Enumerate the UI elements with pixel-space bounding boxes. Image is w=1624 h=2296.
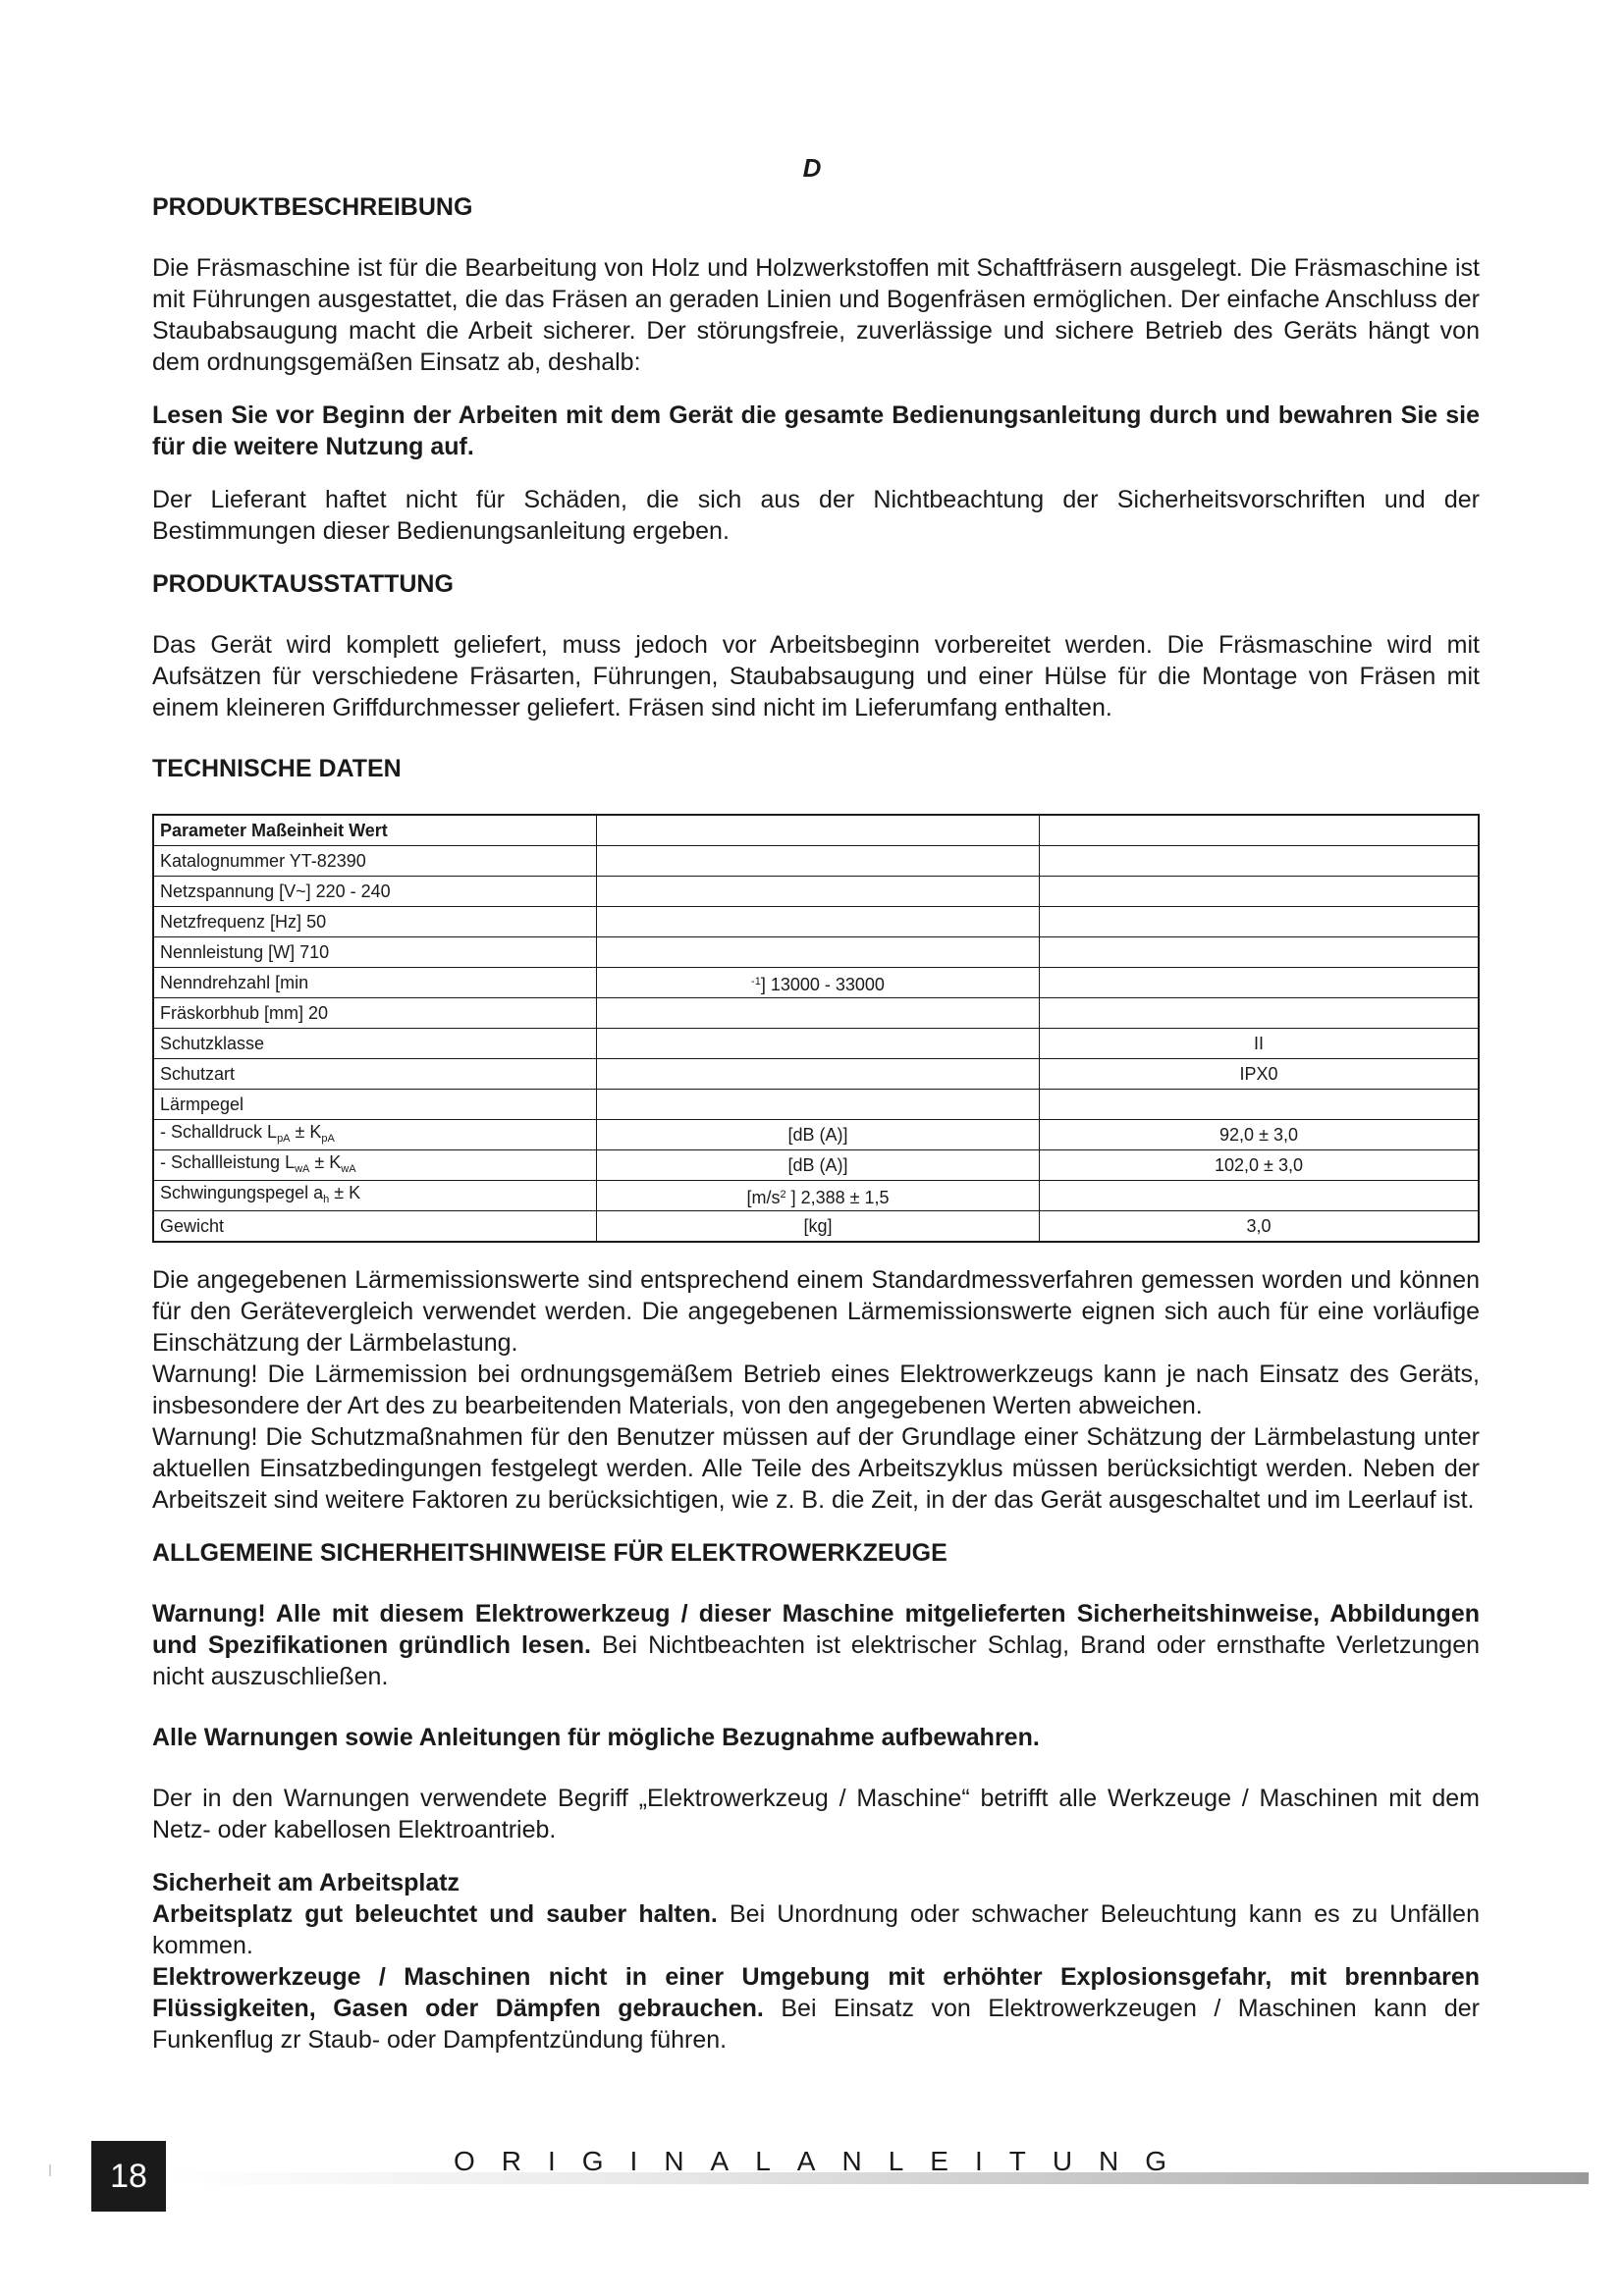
subscript: wA [295, 1162, 310, 1175]
section-title-produktbeschreibung: PRODUKTBESCHREIBUNG [152, 193, 473, 221]
subscript: h [323, 1193, 330, 1205]
table-cell: Lärmpegel [153, 1090, 597, 1120]
table-row [153, 1090, 1479, 1120]
table-cell [597, 1181, 1040, 1211]
text: Bei Einsatz von Elektrowerkzeugen / Maschinen kann der Funkenflug zr Staub- oder Dampfentzündung führen. [152, 1995, 1480, 2054]
table-cell: 3,0 [1040, 1211, 1480, 1243]
table-row [153, 937, 1479, 968]
table-cell [1040, 846, 1480, 877]
language-marker: D [802, 153, 822, 183]
table-cell: Netzspannung [V~] 220 - 240 [153, 877, 597, 907]
table-cell [597, 846, 1040, 877]
paragraph: Das Gerät wird komplett geliefert, muss jedoch vor Arbeitsbeginn vorbereitet werden. Die Fräsmaschine wird mit Aufsätzen für verschiedene Fräsarten, Führungen, Staubabsaugung und einer Hülse für die Montage von Fräsen mit einem kleineren Griffdurchmesser geliefert. Fräsen sind nicht im Lieferumfang enthalten. [152, 631, 1480, 721]
table-cell [597, 968, 1040, 998]
subscript: wA [341, 1162, 356, 1175]
cell-text: Schwingungspegel a [160, 1182, 324, 1202]
table-cell [597, 907, 1040, 937]
paragraph: Die Fräsmaschine ist für die Bearbeitung von Holz und Holzwerkstoffen mit Schaftfräsern ausgelegt. Die Fräsmaschine ist mit Führungen ausgestattet, die das Fräsen an geraden Linien und Bogenfräsen ermöglichen. Der einfache Anschluss der Staubabsaugung macht die Arbeit sicherer. Der störungsfreie, zuverlässige und sichere Betrieb des Geräts hängt von dem ordnungsgemäßen Einsatz ab, deshalb: [152, 254, 1480, 376]
table-row [153, 907, 1479, 937]
table-cell: [kg] [597, 1211, 1040, 1243]
table-row [153, 968, 1479, 998]
paragraph: Der Lieferant haftet nicht für Schäden, die sich aus der Nichtbeachtung der Sicherheitsvorschriften und der Bestimmungen dieser Bedienungsanleitung ergeben. [152, 486, 1480, 545]
table-cell: Fräskorbhub [mm] 20 [153, 998, 597, 1029]
table-cell [153, 1120, 597, 1150]
table-row [153, 998, 1479, 1029]
table-cell: IPX0 [1040, 1059, 1480, 1090]
table-cell: Gewicht [153, 1211, 597, 1243]
table-cell: II [1040, 1029, 1480, 1059]
paragraph [152, 1898, 1480, 1961]
cell-text: ] 2,388 ± 1,5 [785, 1187, 890, 1207]
page-number: 18 [91, 2141, 166, 2212]
section-title-sicherheitshinweise: ALLGEMEINE SICHERHEITSHINWEISE FÜR ELEKTROWERKZEUGE [152, 1539, 947, 1567]
table-cell [1040, 937, 1480, 968]
cell-text: ± K [309, 1151, 342, 1172]
table-cell [1040, 998, 1480, 1029]
table-cell [597, 998, 1040, 1029]
table-row [153, 1120, 1479, 1150]
paragraph: Der in den Warnungen verwendete Begriff „Elektrowerkzeug / Maschine“ betrifft alle Werkzeuge / Maschinen mit dem Netz- oder kabellosen Elektroantrieb. [152, 1785, 1480, 1843]
cell-text: ± K [290, 1121, 322, 1142]
paragraph: Warnung! Die Schutzmaßnahmen für den Benutzer müssen auf der Grundlage einer Schätzung der Lärmbelastung unter aktuellen Einsatzbedingungen festgelegt werden. Alle Teile des Arbeitszyklus müssen berücksichtigt werden. Neben der Arbeitszeit sind weitere Faktoren zu berücksichtigen, wie z. B. die Zeit, in der das Gerät ausgeschaltet und im Leerlauf ist. [152, 1423, 1480, 1514]
cell-text: - Schallleistung L [160, 1151, 296, 1172]
technical-data-table [152, 814, 1480, 1243]
table-cell [1040, 907, 1480, 937]
table-cell [153, 1181, 597, 1211]
table-row [153, 1059, 1479, 1090]
section-title-technische-daten: TECHNISCHE DATEN [152, 755, 402, 782]
table-cell [1040, 1181, 1480, 1211]
sub-title-sicherheit-arbeitsplatz: Sicherheit am Arbeitsplatz [152, 1869, 460, 1896]
table-header-cell: Parameter Maßeinheit Wert [153, 815, 597, 846]
table-cell: Nennleistung [W] 710 [153, 937, 597, 968]
table-cell: Schutzklasse [153, 1029, 597, 1059]
bold-text: Warnung! Alle mit diesem Elektrowerkzeug / dieser Maschine mitgelieferten Sicherheitshinweise, Abbildungen und Spezifikationen gründlich lesen. [152, 1600, 1480, 1659]
paragraph: Warnung! Die Lärmemission bei ordnungsgemäßem Betrieb eines Elektrowerkzeugs kann je nach Einsatz des Geräts, insbesondere der Art des zu bearbeitenden Materials, von den angegebenen Werten abweichen. [152, 1361, 1480, 1419]
table-row [153, 1211, 1479, 1243]
table-cell [1040, 1090, 1480, 1120]
paragraph-bold: Alle Warnungen sowie Anleitungen für mögliche Bezugnahme aufbewahren. [152, 1724, 1040, 1751]
margin-mark [49, 2164, 51, 2176]
table-cell: [dB (A)] [597, 1120, 1040, 1150]
paragraph: Die angegebenen Lärmemissionswerte sind entsprechend einem Standardmessverfahren gemessen worden und können für den Gerätevergleich verwendet werden. Die angegebenen Lärmemissionswerte eignen sich auch für eine vorläufige Einschätzung der Lärmbelastung. [152, 1266, 1480, 1357]
superscript: -1 [751, 975, 761, 988]
subscript: pA [277, 1132, 291, 1145]
table-cell: 102,0 ± 3,0 [1040, 1150, 1480, 1181]
cell-text: ± K [329, 1182, 361, 1202]
table-cell [597, 815, 1040, 846]
cell-text: ] 13000 - 33000 [760, 974, 885, 994]
superscript: 2 [780, 1188, 786, 1201]
section-title-produktausstattung: PRODUKTAUSSTATTUNG [152, 570, 454, 598]
paragraph [152, 1598, 1480, 1692]
text: Bei Nichtbeachten ist elektrischer Schlag, Brand oder ernsthafte Verletzungen nicht auszuschließen. [152, 1631, 1480, 1690]
table-cell: Schutzart [153, 1059, 597, 1090]
table-cell: Netzfrequenz [Hz] 50 [153, 907, 597, 937]
table-cell: Katalognummer YT-82390 [153, 846, 597, 877]
table-cell [597, 1090, 1040, 1120]
table-cell [1040, 968, 1480, 998]
subscript: pA [321, 1132, 335, 1145]
table-row [153, 846, 1479, 877]
page-content [152, 191, 1480, 2056]
table-cell: [dB (A)] [597, 1150, 1040, 1181]
table-cell [597, 1029, 1040, 1059]
footer-label: ORIGINALANLEITUNG [454, 2146, 1194, 2176]
table-row [153, 877, 1479, 907]
table-cell [597, 877, 1040, 907]
table-cell [597, 937, 1040, 968]
cell-text: - Schalldruck L [160, 1121, 278, 1142]
table-cell: 92,0 ± 3,0 [1040, 1120, 1480, 1150]
table-cell [1040, 815, 1480, 846]
paragraph-bold: Lesen Sie vor Beginn der Arbeiten mit dem Gerät die gesamte Bedienungsanleitung durch und bewahren Sie sie für die weitere Nutzung auf. [152, 401, 1480, 460]
table-cell [1040, 877, 1480, 907]
text: Bei Unordnung oder schwacher Beleuchtung kann es zu Unfällen kommen. [152, 1900, 1480, 1959]
bold-text: Arbeitsplatz gut beleuchtet und sauber halten. [152, 1900, 718, 1928]
paragraph [152, 1961, 1480, 2056]
table-cell: Nenndrehzahl [min [153, 968, 597, 998]
table-row [153, 1029, 1479, 1059]
table-row [153, 1181, 1479, 1211]
table-cell [153, 1150, 597, 1181]
table-row [153, 1150, 1479, 1181]
table-header-row [153, 815, 1479, 846]
cell-text: [m/s [746, 1187, 781, 1207]
table-cell [597, 1059, 1040, 1090]
bold-text: Elektrowerkzeuge / Maschinen nicht in einer Umgebung mit erhöhter Explosionsgefahr, mit brennbaren Flüssigkeiten, Gasen oder Dämpfen gebrauchen. [152, 1963, 1480, 2022]
